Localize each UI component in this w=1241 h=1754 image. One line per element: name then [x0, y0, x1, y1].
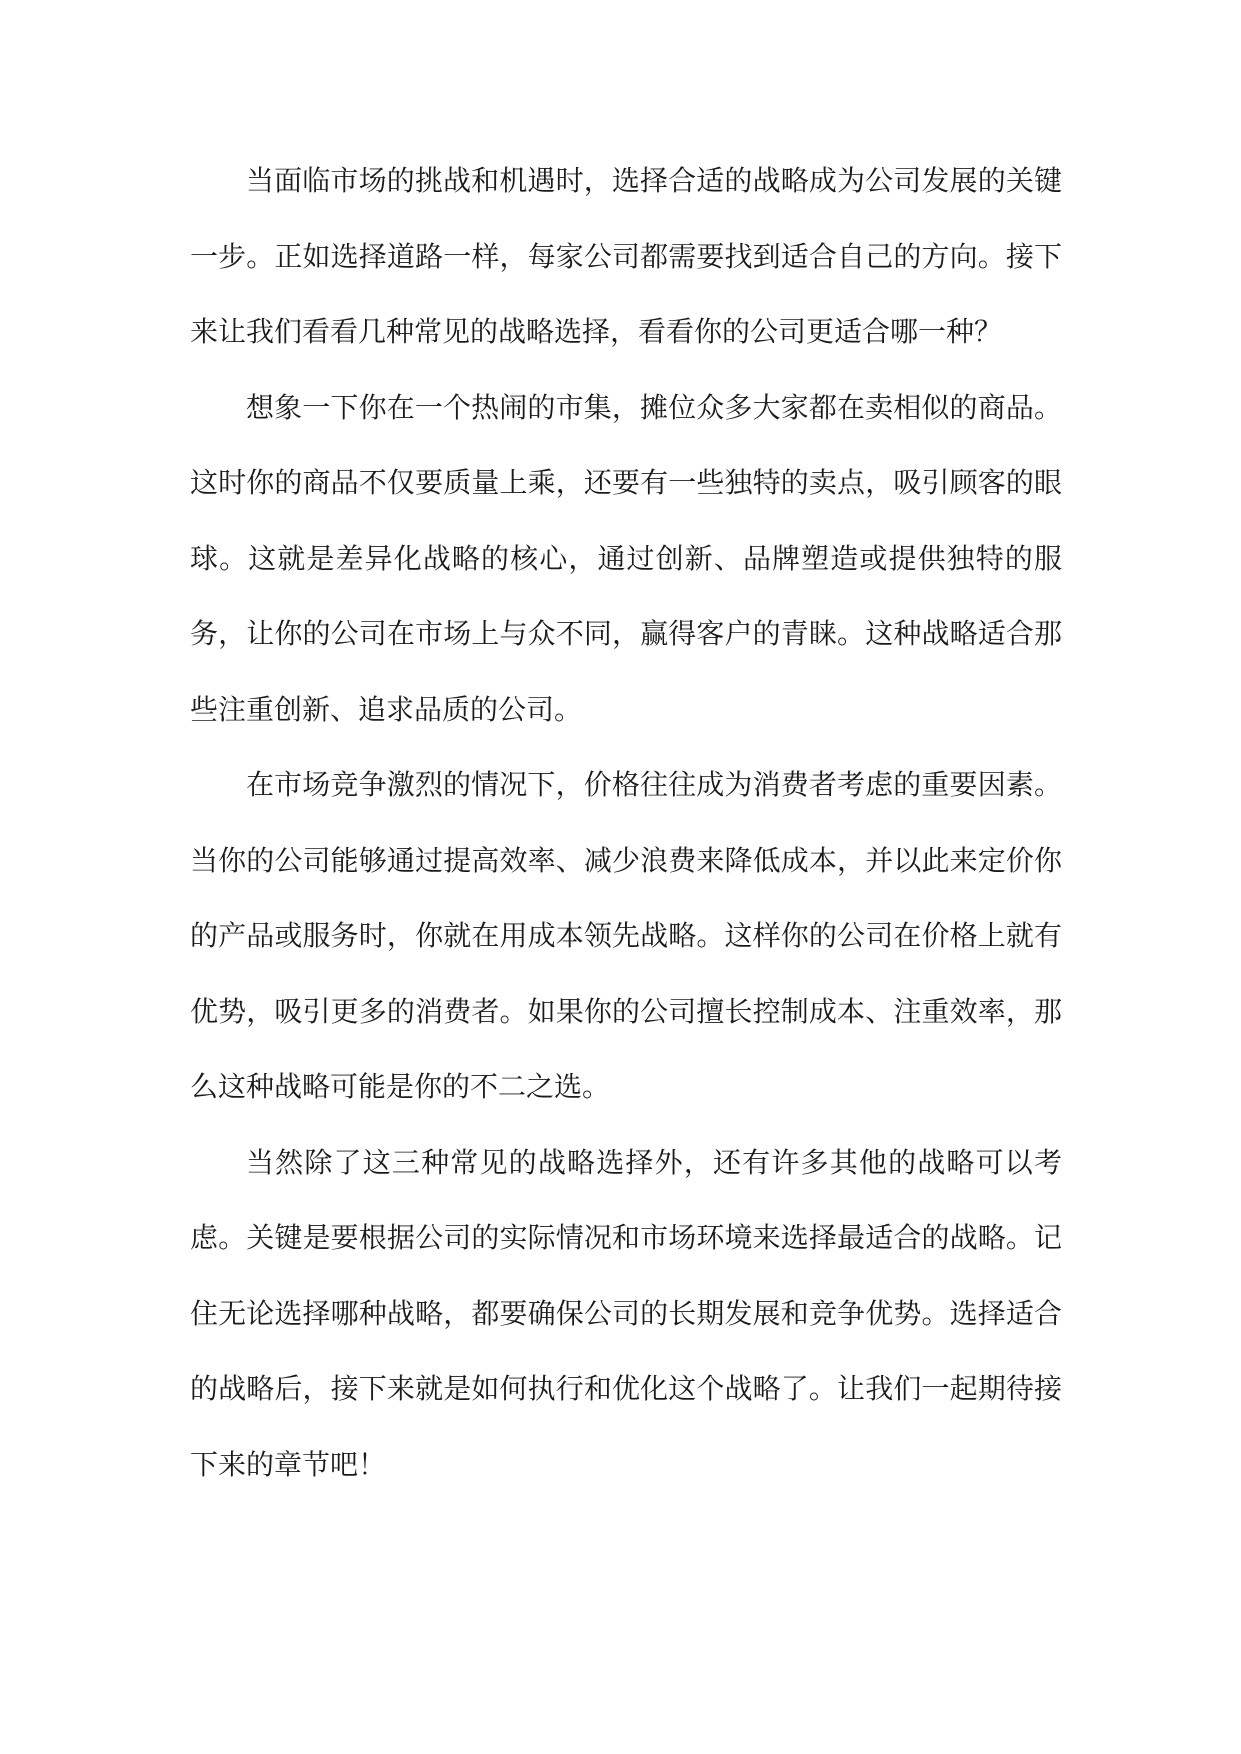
paragraph-intro: 当面临市场的挑战和机遇时，选择合适的战略成为公司发展的关键一步。正如选择道路一样，每家公司都需要找到适合自己的方向。接下来让我们看看几种常见的战略选择，看看你的公司更适合哪一种？ — [190, 164, 1062, 348]
paragraph-conclusion: 当然除了这三种常见的战略选择外，还有许多其他的战略可以考虑。关键是要根据公司的实际情况和市场环境来选择最适合的战略。记住无论选择哪种战略，都要确保公司的长期发展和竞争优势。选择适合的战略后，接下来就是如何执行和优化这个战略了。让我们一起期待接下来的章节吧！ — [190, 1145, 1062, 1481]
paragraph-differentiation: 想象一下你在一个热闹的市集，摊位众多大家都在卖相似的商品。这时你的商品不仅要质量上乘，还要有一些独特的卖点，吸引顾客的眼球。这就是差异化战略的核心，通过创新、品牌塑造或提供独特的服务，让你的公司在市场上与众不同，赢得客户的青睐。这种战略适合那些注重创新、追求品质的公司。 — [190, 390, 1062, 726]
paragraph-cost-leadership: 在市场竞争激烈的情况下，价格往往成为消费者考虑的重要因素。当你的公司能够通过提高效率、减少浪费来降低成本，并以此来定价你的产品或服务时，你就在用成本领先战略。这样你的公司在价格上就有优势，吸引更多的消费者。如果你的公司擅长控制成本、注重效率，那么这种战略可能是你的不二之选。 — [190, 768, 1062, 1103]
document-body — [190, 143, 1062, 1502]
